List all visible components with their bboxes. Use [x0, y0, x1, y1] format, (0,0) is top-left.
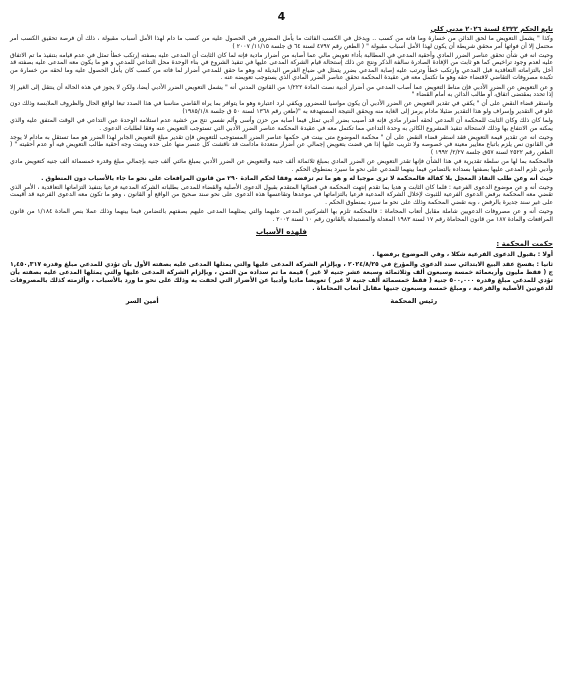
- court-president-signature: رئيس المحكمة: [390, 297, 438, 306]
- verdict-item-1: أولا : بقبول الدعوى الفرعية شكلا ، وفي الموضوع برفضها .: [372, 251, 553, 259]
- paragraph-2: وحيث انه في شأن تحقق عناصر الضرر المادي وأحقية المدعي في المطالبة بأداء تعويض مالي عما أصابه من أضرار مادية فإنه لما كان الثابت أن المدعى عليه بصفته إرتكب خطأ تمثل في عدم قيامه بتنفيذ ما تم الاتفاق عليه لعدم وجود تراخيص كما هو ثابت من الإفادة الصادرة سالفة الذكر ونتج عن ذلك إستحالة قيام الشركة المدعى عليها في تنفيذ الشروع في بناء الوحدة محل التداعي للمدعي و هو ما يكون معه المدعى عليه بصفته قد أخل بالتزاماته التعاقدية قبل المدعي وارتكب خطأ وترتب عليه إصابة المدعي بضرر يتمثل في ضياع الفرص البديلة له وهو ما حقق للمدعي أضرار لما فاته من كسب كان يأمل الحصول عليه وما لحقه من خسارة من تكبده مصروفات التقاضي لاقتضاء حقه وهو ما تكتمل معه في عقيدة المحكمة تحقق عناصر الضرر المادي الذي يستوجب تعويضه عنه .: [10, 51, 553, 82]
- paragraph-8: حيث أنه وعن طلب النفاذ المعجل بلا كفالة فالمحكمة لا ترى موجبا له و هو ما تم ترفضه وفقا لحكم المادة ٢٩٠ من قانون المرافعات على نحو ما جاء بالأسباب دون المنطوق .: [41, 174, 553, 182]
- section-title: فلهذه الأسباب: [255, 227, 308, 237]
- paragraph-5: ولما كان ذلك وكان الثابت للمحكمة أن المدعي لحقه أضرار مادي فإنه قد أصيب بضرر أدبي تمثل فيما أصابه من حزن وأسى وألم نفسي نتج من خشية عدم استلامه الوحدة عين التداعي في الوقت المتفق عليه والذي يمكنه من الانتفاع بها وذلك لاستحالة تنفيذ المشروع الكائن به وحدة التداعي مما تكتمل معه في عقيدة المحكمة عناصر الضرر الأدبي التي تستوجب التعويض عنه وفقا لطلبات الدعوى .: [10, 116, 553, 132]
- paragraph-4: واستقر قضاء النقض على أن " يكفي في تقدير التعويض عن الضرر الأدبي أن يكون مواسيا للمضرور ويكفي لرد اعتباره وهو ما يتوافر بما يراه القاضي مناسبا في هذا الصدد تبعا لواقع الحال والظروف الملابسة وذلك دون غلو في التقدير وإسراف ولو هذا التقدير ضئيلا مادام يرمز إلى الغاية منه ويحقق النتيجة المستهدفة به "(طعن رقم ١٣٦٨ لسنة ٥٠ ق جلسة ١٩٨٥/١/٨): [10, 100, 553, 115]
- verdict-item-2: ثانيا : بفسخ عقد البيع الابتدائي سند الدعوى والمؤرخ في ٢٠٢٤/٨/٢٥ ، وبإلزام الشركة المدعى عليها والتي يمثلها المدعى عليه بصفته الأول بأن تؤدي للمدعي مبلغ وقدره ١,٤٥٠,٣١٧ ج ( فقط مليون وأربعمائة خمسة وسبعون ألف وثلاثمائة وسبعة عشر جنيه لا غير ) قيمة ما تم سداده من الثمن ، وبإلزام الشركة المدعى عليها والتي يمثلها المدعى عليه بصفته بأن تؤدي للمدعي مبلغ وقدره ٥٠٠,٠٠٠ جنيه ( فقط خمسمائة ألف جنيه لا غير ) تعويضا ماديا وأدبيا عن الأضرار التي لحقت به وذلك على نحو ما ورد بالأسباب ، وألزمته كذلك بالمصروفات للدعوتين الأصلية والفرعية ، ومبلغ خمسة وسبعون جنيها مقابل أتعاب المحاماة .: [10, 261, 553, 293]
- paragraph-10: وحيث أنه و عن مصروفات الدعويين شاملة مقابل أتعاب المحاماة : فالمحكمة تلزم بها الشركتين المدعى عليهما والتي يمثلهما المدعى عليهم بصفتهم بالتضامن فيما بينهما وذلك عملا بنص المادة ١/١٨٤ من قانون المرافعات والمادة ١٨٧ من قانون المحاماة رقم ١٧ لسنة ١٩٨٣ المعدلة والمستبدلة بالقانون رقم ١٠ لسنة ٢٠٠٢ .: [10, 207, 553, 223]
- paragraph-1: وكذا " يشمل التعويض ما لحق الدائن من خسارة وما فاته من كسب .. ويدخل في الكسب الفائت ما يأمل المضرور في الحصول عليه من كسب ما دام لهذا الأمل أسباب مقبولة ، ذلك أن فرصة تحقيق الكسب أمر محتمل إلا أن فواتها أمر محقق شريطة أن يكون لهذا الأمل أسباب مقبولة " ( الطعن رقم ٤٧٩٧ لسنة ٦٤ ق جلسة ١١/١٥/ ٢٠٠٧ ): [10, 35, 553, 50]
- court-secretary-signature: أمين السر: [125, 297, 159, 306]
- paragraph-7: فالمحكمة بما لها من سلطة تقديرية في هذا الشأن فإنها تقدر التعويض عن الضرر المادي بمبلغ ثلاثمائة ألف جنيه والتعويض عن الضرر الأدبي بمبلغ مائتي ألف جنيه بإجمالي مبلغ وقدره خمسمائة ألف جنيه كتعويض مادي وأدبي تلزم المدعى عليها بصفتها بسداده بالتضامن فيما بينهما للمدعي على نحو ما سيرد بمنطوق الحكم .: [10, 157, 553, 173]
- running-header: تابع الحكم ٤٣٢٢ لسنة ٢٠٢٦ مدني كلي: [430, 25, 553, 33]
- signatures: [10, 297, 553, 305]
- paragraph-6: وحيث انه عن تقدير قيمة التعويض فقد استقر قضاء النقض على أن " محكمة الموضوع متى بينت في حكمها عناصر الضرر المستوجب للتعويض فإن تقدير مبلغ التعويض الجابر لهذا الضرر هو مما تستقل به مادام لا يوجد في القانون نص يلزم باتباع معايير معينة في خصوصه ولا تثريب عليها إذا هي قضت بتعويض إجمالي عن أضرار متعددة مادامت قد ناقشت كل عنصر منها على حده وبينت وجه أحقية طالب التعويض فيه أو عدم أحقيته " ( الطعن رقم ٢٥٢٢ لسنة ٥٧ق جلسة ٢/٢٧/ ١٩٩٢ ): [10, 133, 553, 156]
- paragraph-9: وحيث أنه و عن موضوع الدعوى الفرعية : فلما كان الثابت و هديا بما تقدم إنتهت المحكمة في قضائها المتقدم بقبول الدعوى الأصلية والقضاء للمدعى بطلباته الشركة المدعية فرعيا بتنفيذ التزاماتها التعاقدية ، الأمر الذي تقضي معه المحكمة برفض الدعوى الفرعية للثبوت لإخلال الشركة المدعية فرعيا بالتزاماتها في موعدها وتقاعسها هذه الدعوى على نحو سند صحيح من الواقع أو القانون ، وهو ما تكون معه الدعوى الفرعية قد أقيمت على غير سند جديرة بالرفض ، وبه تقضي المحكمة وذلك على نحو ما سيرد بمنطوق الحكم .: [10, 183, 553, 206]
- verdict-title: حكمت المحكمة :: [496, 240, 553, 249]
- page-number: 4: [277, 10, 286, 23]
- paragraph-3: و عن التعويض عن الضرر الأدبي فإن مناط التعويض عما أصاب المدعي من أضرار أدبية نصت المادة ١/٢٢٢ من القانون المدني أنه " يشمل التعويض الضرر الأدبي أيضا، ولكن لا يجوز في هذه الحالة أن ينتقل إلى الغير إلا إذا تحدد بمقتضى اتفاق، أو طالب الدائن به أمام القضاء ": [10, 83, 553, 99]
